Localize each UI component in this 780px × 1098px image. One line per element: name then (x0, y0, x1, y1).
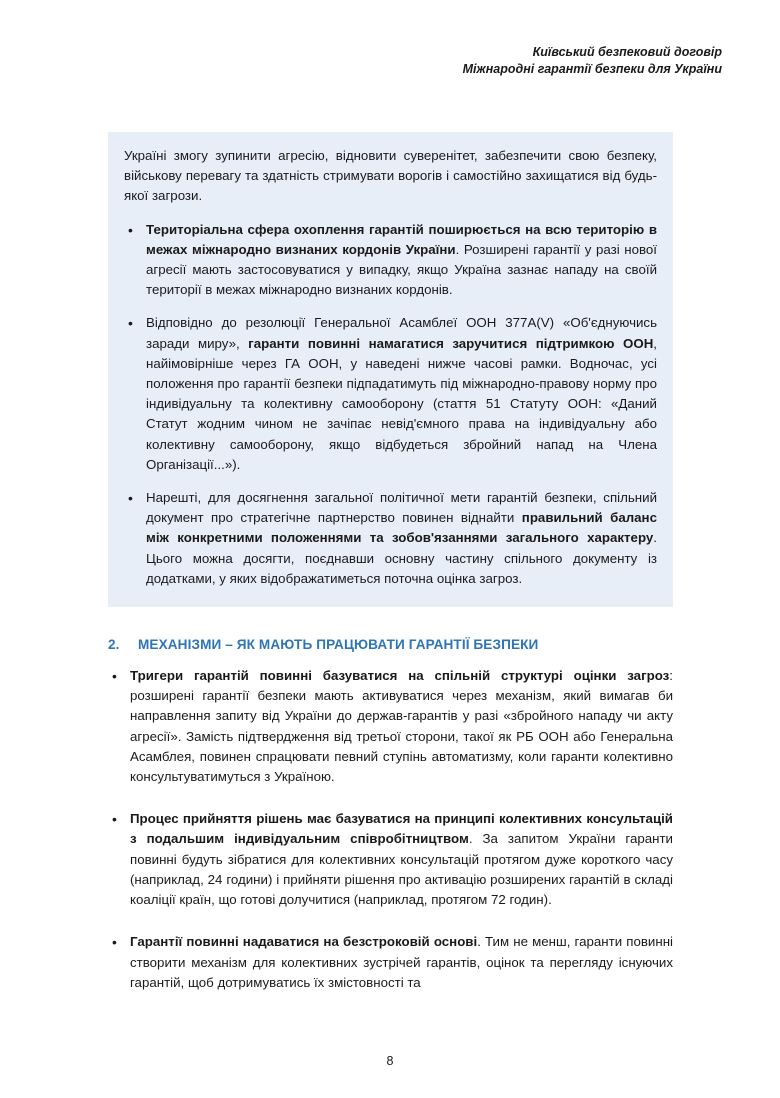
list-item (124, 488, 657, 589)
bullet-icon: • (112, 811, 117, 828)
intro-paragraph: Україні змогу зупинити агресію, відновити суверенітет, забезпечити свою безпеку, військову перевагу та здатність стримувати ворогів і самостійно захищатися від будь-якої загрози. (124, 148, 657, 204)
list-item-part-1: Відповідно до резолюції Генеральної Асамблеї ООН 377A(V) «Об'єднуючись заради миру», (146, 315, 657, 351)
list-item-rest: . За запитом України гаранти повинні будуть зібратися для колективних консультацій протягом дуже короткого часу (наприклад, 24 години) і прийняти рішення про активацію розширених гарантій в складі коаліції країн, що готові долучитися (наприклад, протягом 72 годин). (130, 831, 673, 908)
list-item-bold: Територіальна сфера охоплення гарантій поширюється на всю територію в межах міжнародно визнаних кордонів України (146, 221, 657, 257)
bullet-icon: • (128, 490, 133, 507)
list-item-text (146, 220, 657, 301)
list-item-bold: Гарантії повинні надаватися на безстроковій основі (130, 934, 478, 950)
list-item-text (130, 809, 673, 910)
page-header (463, 44, 722, 78)
section-heading (108, 637, 673, 652)
bullet-icon: • (128, 221, 133, 238)
list-item-text (130, 932, 673, 993)
section-title: МЕХАНІЗМИ – ЯК МАЮТЬ ПРАЦЮВАТИ ГАРАНТІЇ БЕЗПЕКИ (138, 637, 539, 653)
header-line-2: Міжнародні гарантії безпеки для України (462, 61, 722, 76)
list-item (108, 809, 673, 910)
list-item (124, 313, 657, 475)
list-item-part-2: , найімовірніше через ГА ООН, у наведені нижче часові рамки. Водночас, усі положення про гарантії безпеки підпадатимуть під міжнародно-правову норму про індивідуальну та колективну самооборону (стаття 51 Статуту ООН: «Даний Статут жодним чином не зачіпає невід'ємного права на індивідуальну або колективну самооборону, якщо відбудеться збройний напад на Члена Організації...»). (146, 335, 657, 472)
list-item-bold: Тригери гарантій повинні базуватися на спільній структурі оцінки загроз (130, 668, 670, 684)
list-item-rest: . Тим не менш, гаранти повинні створити механізм для колективних зустрічей гарантів, оцінок та перегляду існуючих гарантій, щоб дотримуватись їх змістовності та (130, 934, 673, 990)
section-number: 2. (108, 637, 120, 653)
list-item-bold: гаранти повинні намагатися заручитися підтримкою ООН (248, 335, 654, 351)
page-number: 8 (386, 1054, 394, 1068)
list-item-text (146, 313, 657, 475)
bullet-icon: • (112, 668, 117, 685)
highlighted-block (108, 132, 673, 607)
page-content (108, 132, 673, 993)
list-item-part-2: . Цього можна досягти, поєднавши основну частину спільного документу із додатками, у яких відображатиметься поточна оцінка загроз. (146, 530, 657, 586)
list-item (108, 932, 673, 993)
list-item-bold: Процес прийняття рішень має базуватися на принципі колективних консультацій з подальшим індивідуальним співробітництвом (130, 811, 673, 847)
list-item (108, 666, 673, 787)
bullet-icon: • (128, 315, 133, 332)
bullet-icon: • (112, 934, 117, 951)
list-item (124, 220, 657, 301)
header-line-1: Київський безпековий договір (532, 45, 722, 59)
list-item-rest: : розширені гарантії безпеки мають активуватися через механізм, який вимагав би направлення запиту від України до держав-гарантів у разі «збройного нападу чи акту агресії». Замість підтвердження від третьої сторони, такої як РБ ООН або Генеральна Асамблея, повинен спрацювати певний ступінь автоматизму, коли гаранти колективно консультуватимуться з Україною. (130, 668, 673, 785)
list-item-rest: . Розширені гарантії у разі нової агресії мають застосовуватися у випадку, якщо Україна зазнає нападу на своїй території в межах міжнародно визнаних кордонів. (146, 241, 658, 298)
list-item-bold: правильний баланс між конкретними положеннями та зобов'язаннями загального характеру (146, 510, 657, 546)
list-item-text (146, 488, 657, 589)
list-item-part-1: Нарешті, для досягнення загальної політичної мети гарантій безпеки, спільний документ про стратегічне партнерство повинен віднайти (146, 490, 657, 526)
body-bullet-list (108, 666, 673, 993)
list-item-text (130, 666, 673, 787)
